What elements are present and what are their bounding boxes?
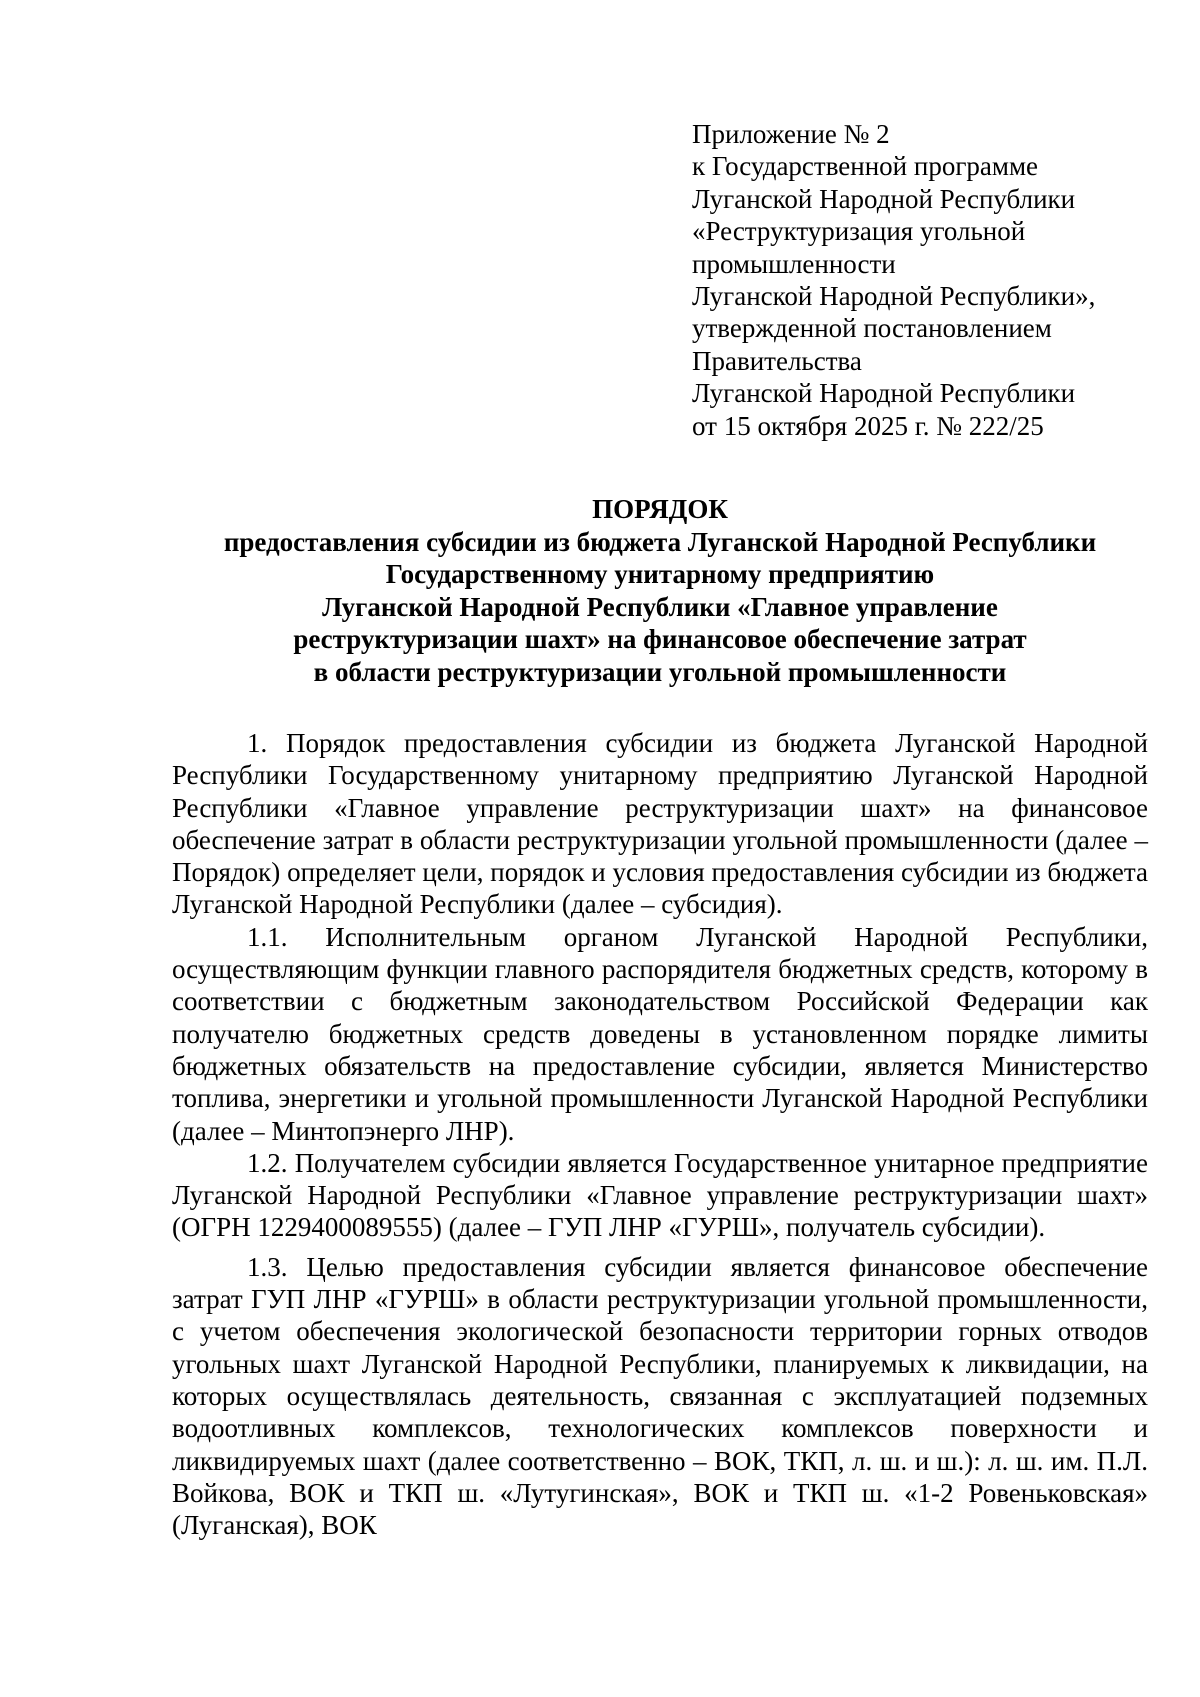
appendix-line: «Реструктуризация угольной [692, 216, 1026, 247]
appendix-line: промышленности [692, 248, 896, 279]
appendix-line: Приложение № 2 [692, 119, 890, 149]
title-subtitle-line: Луганской Народной Республики «Главное управление [322, 591, 998, 622]
title-subtitle-line: реструктуризации шахт» на финансовое обеспечение затрат [293, 624, 1027, 654]
appendix-line: Луганской Народной Республики [692, 378, 1076, 409]
appendix-line: от 15 октября 2025 г. № 222/25 [692, 410, 1044, 441]
appendix-line: Правительства [692, 345, 862, 376]
appendix-line: Луганской Народной Республики [692, 183, 1076, 214]
appendix-line: Луганской Народной Республики», [692, 281, 1096, 312]
paragraph-1-3: 1.3. Целью предоставления субсидии является финансовое обеспечение затрат ГУП ЛНР «ГУРШ» в области реструктуризации угольной промышленности, с учетом обеспечения экологической безопасности территории горных отводов угольных шахт Луганской Народной Республики, планируемых к ликвидации, на которых осуществлялась деятельность, связанная с эксплуатацией подземных водоотливных комплексов, технологических комплексов поверхности и ликвидируемых шахт (далее соответственно – ВОК, ТКП, л. ш. и ш.): л. ш. им. П.Л. Войкова, ВОК и ТКП ш. «Лутугинская», ВОК и ТКП ш. «1-2 Ровеньковская» (Луганская), ВОК [172, 1251, 1148, 1541]
paragraph-1-1: 1.1. Исполнительным органом Луганской Народной Республики, осуществляющим функции главного распорядителя бюджетных средств, которому в соответствии с бюджетным законодательством Российской Федерации как получателю бюджетных средств доведены в установленном порядке лимиты бюджетных обязательств на предоставление субсидии, является Министерство топлива, энергетики и угольной промышленности Луганской Народной Республики (далее – Минтопэнерго ЛНР). [172, 921, 1148, 1146]
title-subtitle-line: Государственному унитарному предприятию [385, 559, 935, 589]
title-heading: ПОРЯДОК [592, 494, 728, 524]
appendix-note [692, 118, 1172, 442]
paragraph-1-2: 1.2. Получателем субсидии является Государственное унитарное предприятие Луганской Народной Республики «Главное управление реструктуризации шахт» (ОГРН 1229400089555) (далее – ГУП ЛНР «ГУРШ», получатель субсидии). [172, 1147, 1148, 1243]
title-subtitle-line: предоставления субсидии из бюджета Луганской Народной Республики [223, 526, 1097, 557]
paragraph-1: 1. Порядок предоставления субсидии из бюджета Луганской Народной Республики Государственному унитарному предприятию Луганской Народной Республики «Главное управление реструктуризации шахт» на финансовое обеспечение затрат в области реструктуризации угольной промышленности (далее – Порядок) определяет цели, порядок и условия предоставления субсидии из бюджета Луганской Народной Республики (далее – субсидия). [172, 728, 1148, 920]
document-title [172, 493, 1148, 688]
appendix-line: утвержденной постановлением [692, 313, 1052, 344]
appendix-line: к Государственной программе [692, 151, 1039, 182]
document-body [172, 727, 1148, 1541]
title-subtitle-line: в области реструктуризации угольной промышленности [313, 656, 1007, 687]
